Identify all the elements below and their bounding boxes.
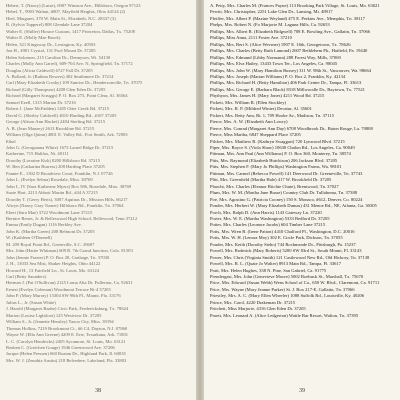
directory-entry: Jacque (Helen Pressen) 660 Roatan Dr., Highland Park, Il. 60035: [6, 351, 126, 357]
directory-entry: John P. (Mary Murray) 13304 SW 98th Pl., Miami, Fla. 33176: [6, 293, 121, 299]
right-page-number: 39: [299, 388, 305, 394]
directory-entry: J. Harold (Margaret Raabe) Civic Park, Fredericksburg, Tx. 78624: [6, 306, 129, 312]
directory-entry: Hebel, T., 9903 Walnut, #807, Mayfield Heights, Ohio 44124 (2): [6, 9, 126, 15]
directory-entry: R. (Sylvia Tupperel) 808 Glendale Lane 37204: [6, 22, 93, 28]
directory-entry: Heel, Margaret, 370 W. Main St., Elizabeth, N.C. 28337 (3): [6, 15, 116, 21]
directory-entry: George (Alison Ann Hacket) 2404 Sterling Rd. 37215: [6, 119, 106, 125]
directory-entry: Walter E. (Molly Mae Bruck): [6, 35, 61, 41]
directory-entry: Phillips, Mrs. Elva Hailey, 13433 Town Ter., Los Angeles, Ca. 90045: [210, 61, 338, 67]
directory-entry: John I., IV (Sara Katherine Myers) Box 586, Rosedale, Miss. 38769: [6, 183, 132, 189]
directory-entry: Walter E. (Shiller) Horace Custom, 1417 Princeton, Dallas, Tx. 75208: [6, 28, 135, 34]
directory-entry: Howard H., 13 Fairfield Ln., St. Louis, Mo. 63124: [6, 267, 100, 273]
directory-entry: Helen Solomon, 215 Caroline Dr., Dennyson, Wi. 54130: [6, 54, 111, 60]
directory-entry: Douglas (Alicia Caldwell) 6727 Fall Dr. 37205: [6, 67, 93, 73]
directory-entry: Alwyn (Nancy Gray Turner) Hillsboro Rd., Franklin, Tn. 37064: [6, 203, 124, 209]
directory-entry: Pitts, Mrs. Stephen F. (Mary Jo Phillips) Washington Farms, Wa. 98101: [210, 164, 342, 170]
directory-entry: Richard (Margaret Scruggs) P. O. Box 275, Point Clear, Al. 36564: [6, 93, 128, 99]
right-page-entries: [210, 3, 396, 318]
directory-entry: Ebert (Sara Mae) 3722 Woodmont Lane 37215: [6, 209, 93, 215]
directory-entry: Pewitt, Mrs. Christopher, 2251 Lake Glen Dr., Lansing, Mi. 48917: [210, 9, 333, 15]
directory-entry: Katherine, 715 Halifax, Nt. 40111: [6, 151, 69, 157]
directory-entry: W. (Kathleen O'Donnell): [6, 235, 52, 241]
directory-entry: Carl (Betty Saunders): [6, 274, 47, 280]
directory-entry: Plum, Mrs. W. M. (Martha Jane Busse) Country Club Dr. Tullahoma, Tn. 37388: [210, 190, 358, 196]
directory-entry: Mrs. W. J. (Zenobia Austin) 218 Belvedere, Lakeland, Fla. 33803: [6, 357, 127, 363]
directory-entry: J. H., 13033 Sea Mist, Shaker Heights, Ohio 44122: [6, 261, 101, 267]
directory-entry: Suzie Hart, 2213 Abbott Martin Rd., #44 A 37215: [6, 190, 98, 196]
directory-entry: A. Petty, Mrs. Charles M. (Frances Payne) 113 Brooking Park Village, St. Louis, Mo. 63021: [210, 3, 380, 8]
directory-entry: Pickert, Mrs. Betty Ann, Rt. 1, 709 Hooke Av., Madison, Tn. 37115: [210, 112, 334, 118]
directory-entry: Pierce, Mrs. A. W. (Elizabeth Ann Lowry): [210, 119, 288, 125]
directory-entry: Porch, Mrs. Ralph D. (Ann Harris) 1143 Gateway Ln. 37220: [210, 209, 322, 215]
directory-entry: Bernice Benes, Jr. & Belleswood High School, Bellewood, Tenn 37212: [6, 215, 138, 221]
directory-entry: Prendergast, Mrs. John (Genevieve Moore) 5002 Roebuck St., Marshall, Tx. 75670: [210, 274, 364, 280]
directory-entry: Power, Mrs. Chris (Virginia Smith) 121 Castlewood New Rd., Old Hickory, Tn. 37138: [210, 254, 370, 260]
directory-entry: Price, Mrs. Edward (Susan Webb) Wens School of Ca., 650 W. Blvd., Claremont, Ca. 91711: [210, 280, 380, 286]
directory-entry: Mrs. John (Hattie Whitman) 609 R. 7th Grand Junction, Colo. 81503: [6, 248, 133, 254]
directory-entry: Emma (Emily Dugan) 1116 Berkley Ave.: [6, 222, 82, 228]
directory-entry: M. 209 Royal Point Rd., Greenville, S.C. 29607: [6, 241, 95, 247]
directory-entry: Pierce, Mrs. Conrad (Margaret Ann Day) 6708 Woodbrook Dr., Baton Rouge, La. 70808: [210, 125, 373, 131]
directory-entry: Pickett, Mrs. R. P. (Mildred Winter) Decatur, Al. 35601: [210, 106, 312, 112]
directory-entry: Pritchett, Miss Marjorie, 4316 Glen Eden Dr. 37205: [210, 306, 306, 312]
book-gutter: [196, 0, 204, 400]
directory-entry: Julius L., Jr. (Susan White): [6, 299, 56, 305]
directory-entry: Pratt, Mrs. Helen Hughes, 338 N. Pine, San Gabriel, Ca. 91775: [210, 267, 327, 273]
directory-entry: Phillips, Mrs. John W. (Mary Hamilton Bussey) 311 W. 98th St., Vancouver, Wa. 98664: [210, 67, 372, 73]
directory-entry: David G. (Shirley Caldwell) 4010 Harding Rd., #167 37205: [6, 112, 117, 118]
directory-entry: Plaocht, Mrs. Charles (Eleanor Ritchie Chute), Brentwood, Tn. 37027: [210, 183, 339, 189]
directory-entry: L. C. (Carolyn Hendricks) 2405 Sycamore, St. Louis, Mo. 63121: [6, 338, 126, 344]
directory-entry: Pierce, Miss Martha, 6847 Sheppard Place 37205: [210, 132, 301, 138]
directory-entry: Potts, Mrs. Wren B. (Irene Patton) 4410 Chalford Pl., Washington, D.C. 20016: [210, 228, 355, 234]
directory-entry: Charles (Molly Ann Garrel), 609-704 Ave. N, Springfield, Tn. 37172: [6, 61, 133, 67]
directory-entry: W. Ben (Catharina Burress) 208 Harding Place 37205: [6, 164, 105, 170]
directory-entry: Phillips, Mrs. George E. (Barbara Black) 8318 Millwoodle Dr., Baytown, Tx. 77521: [210, 86, 365, 92]
directory-entry: Phelps, Mrs. Robert N. (Fo Marjorie M. Laguna Hills, Ca. 92653: [210, 22, 330, 28]
directory-entry: Plitt, Mrs. Greenfield (Martha Hale) 417 W. Brookfield Dr. 37205: [210, 177, 332, 183]
directory-entry: John L. (Evelyn Selma) Rosedale, Miss. 38769: [6, 177, 93, 183]
directory-entry: Reuben C. (Gretchen Gouge) 1946 Greenwood Ave. 37206: [6, 345, 115, 351]
directory-entry: A. Bollard, Jr. (Rubina Bowers) 402 Smithmere Dr. 37214: [6, 73, 114, 79]
directory-entry: Thomas Hollins, 7219 Brookmont Ct., #6 C4, Dayton, N.J. 07860: [6, 325, 128, 331]
directory-entry: John K. (Martha Green) 208 Belmont Dr. 37205: [6, 228, 95, 234]
directory-entry: Powell, Mrs. R. L. (Quate Jo Walter) 8913 Main Rd., Tampa, Fl. 33617: [210, 261, 342, 267]
directory-entry: Samuel Ezell, 1315 Marian Dr. 37216: [6, 99, 76, 105]
directory-entry: Ethel: [6, 138, 16, 144]
directory-entry: Pouder, Mrs. Keith (Dorothy Sieho) 744 Rockmeade Dr., Pittsburgh, Pa. 15237: [210, 241, 356, 247]
directory-entry: Robert J. (Jane McFadden) 1205 Otter Creek Rd. 37215: [6, 106, 110, 112]
directory-entry: Jon H., 4901 Crystal, 131 Pool Mount Dr. 37205: [6, 48, 96, 54]
directory-entry: Hebert, T. (Nancy) (Luise), 6907 Winston Ave., Hillsboro, Oregon 97123: [6, 3, 141, 8]
directory-entry: William (Olga Quinn) 4801 E. Valley Rd., Fort Smith, Ark. 72903: [6, 132, 128, 138]
directory-entry: William S., Jr. (Jeanette Hensley) Yazoo City, Miss. 39194: [6, 319, 114, 325]
directory-entry: Potter, Mrs. Charles (Leonore Jacobs) 604 Timber Lane 37215: [210, 222, 326, 228]
directory-entry: Phythyon, Mrs. James H. (Mary Jones) 4211 Wood Rd. 37215: [210, 93, 325, 99]
directory-entry: Ernest (Evelyn Coleman) Woodmont Terrace Bt-4 37205: [6, 286, 111, 292]
directory-entry: Priestley, Mrs. A. C. (Mary Ellen Wheeler) 1088 Suffolk Rd., Louisville, Ky. 40206: [210, 293, 365, 299]
directory-entry: Prince, Mrs. Carol, 4220 Drakeman Dr. 37215: [210, 299, 296, 305]
directory-entry: Dorothy (Lorraine Kirk) 8200 Hillsboro Rd. 37215: [6, 157, 101, 163]
left-page-entries: [6, 3, 192, 363]
directory-entry: A. B. (Jean Mauzey) 2613 Brookline Rd. 37215: [6, 125, 95, 131]
directory-entry: Phillips, Mrs. Edmund (Libby Normann) 288 Forest Way, Mills, 37069: [210, 54, 341, 60]
directory-entry: Wayne W. (Ella Ann Greene) 4209 E. Erie, Texarkana, Ark. 71801: [6, 332, 129, 338]
right-page: [204, 0, 400, 400]
directory-entry: Pickett, Mrs. William R. (Ellen Stockley): [210, 99, 287, 105]
directory-entry: Porter, Mrs. W. E. (Martha Washington) 5333 Bedford Dr. 37205: [210, 215, 330, 221]
directory-entry: Helen, 321 Kingsway Dr., Lexington, Ky. 40503: [6, 41, 96, 47]
directory-entry: Herman J. (Pat O'Sullivan) 2125 Loma Alta Dr. Fullerton, Ca. 92631: [6, 280, 133, 286]
directory-entry: Pfeiffer, Mrs. Albert P. (Maxine Weyland) 475 E. Perkins Ave., Memphis, Tn. 38117: [210, 15, 366, 21]
directory-entry: Pittman, Mrs. Ann Paul (Ann Williams) P. O. Box 360, Monterey, Tn. 38574: [210, 151, 351, 157]
directory-entry: Phillips, Miss Anna, 2111 Foster Ave. 37210: [210, 35, 292, 41]
left-page-number: 38: [95, 388, 101, 394]
directory-entry: John (Jennie Frazier) P. O. Box 28, Carthage, Tn. 37030: [6, 254, 110, 260]
directory-entry: Fannie E., 1302 D Broadview Court, Franklin, N.J. 07726: [6, 170, 113, 176]
directory-entry: Carl (Mary Elizabeth Crosby) 109 Sunrise Dr., Hendersonville, Tn. 37075: [6, 80, 143, 86]
directory-entry: Powell, Mrs. Roderick (Mary Roberts) 5200 SW 83rd St., South Miami, Fl. 33143: [210, 248, 362, 254]
directory-entry: Phillips, Mrs. Richard H. (Betty Hamilton) 406 Park Center Dr., Tampa, Fl. 33613: [210, 80, 362, 86]
directory-entry: Marion (Louise Lightfoot) 125 Westview Dr. 37205: [6, 312, 102, 318]
directory-entry: Phillips, Mrs. Albert R. (Elizabeth Ridgwell) 708 E. Bowling Ave., Gallatin, Tn. 37066: [210, 28, 371, 34]
directory-entry: Dorothy T. (Gerry Herts), 3007 Aquinas Dr., Mission Hills, 66217: [6, 196, 128, 202]
directory-entry: Price, Mrs. Wayne (Mary Jeanne Parker) St. J. Box 217-E, Gallatin, Tn. 37066: [210, 286, 355, 292]
directory-entry: Phillips, Mrs. Joseph (Marian Williams) P. O. Box 2, Franklin, Ky. 42134: [210, 73, 346, 79]
directory-entry: Richard (Gilly Thompson) 4208 Glen Eden Dr. 37205: [6, 86, 106, 92]
directory-entry: John G. (Georgianna White) 1673 Laurel Ridge Dr. 37215: [6, 144, 114, 150]
directory-entry: Potts, Mrs. W. H. (Lenora Moy) 302 E. Circle Park, Dickson, Tn. 37055: [210, 235, 343, 241]
directory-entry: Ponder, Mrs. Herbert W. (Mary Elizabeth Dumas) 431 Menoe Rd., NE, Atlanta, Ga. 30305: [210, 203, 377, 209]
directory-entry: Phillips, Mrs. Bert S. (Alice Wevrner) 1907 E. 16th, Georgetown, Tx. 78626: [210, 41, 351, 47]
left-page: [0, 0, 196, 400]
directory-entry: Pittman, Mrs. Carmel (Rebecca Powell) 141 Deerwood Dr. Greeneville, Tn. 37743: [210, 170, 363, 176]
directory-entry: Poe, Mrs. Agostino G. (Patricia Cooney) 150 S. Monaco, #612, Denver, Co. 80224: [210, 196, 363, 202]
directory-entry: Pilcher, Mrs. Matthew B. (Kathryn Swaggart) 720 Lynwood Blvd. 37215: [210, 138, 345, 144]
directory-entry: Pruett, Mrs. Leonard A. (Alice Ledgerton) Wattle Bar Resort, Walton, Tn. 37395: [210, 312, 359, 318]
directory-entry: Phillips, Mrs. Charles (Betty Ruth Lamond) 2607 Bethlehem Pk., Hatfield, Pa. 19440: [210, 48, 368, 54]
directory-entry: Pitts, Mrs. Raymond (Elizabeth Hutchison) 206 Jackson Blvd. 37205: [210, 157, 338, 163]
directory-entry: Piper, Mrs. Boyce S. (Viola Shaw) 10630 Chalon Rd., Los Angeles, Ca. 90049: [210, 144, 355, 150]
